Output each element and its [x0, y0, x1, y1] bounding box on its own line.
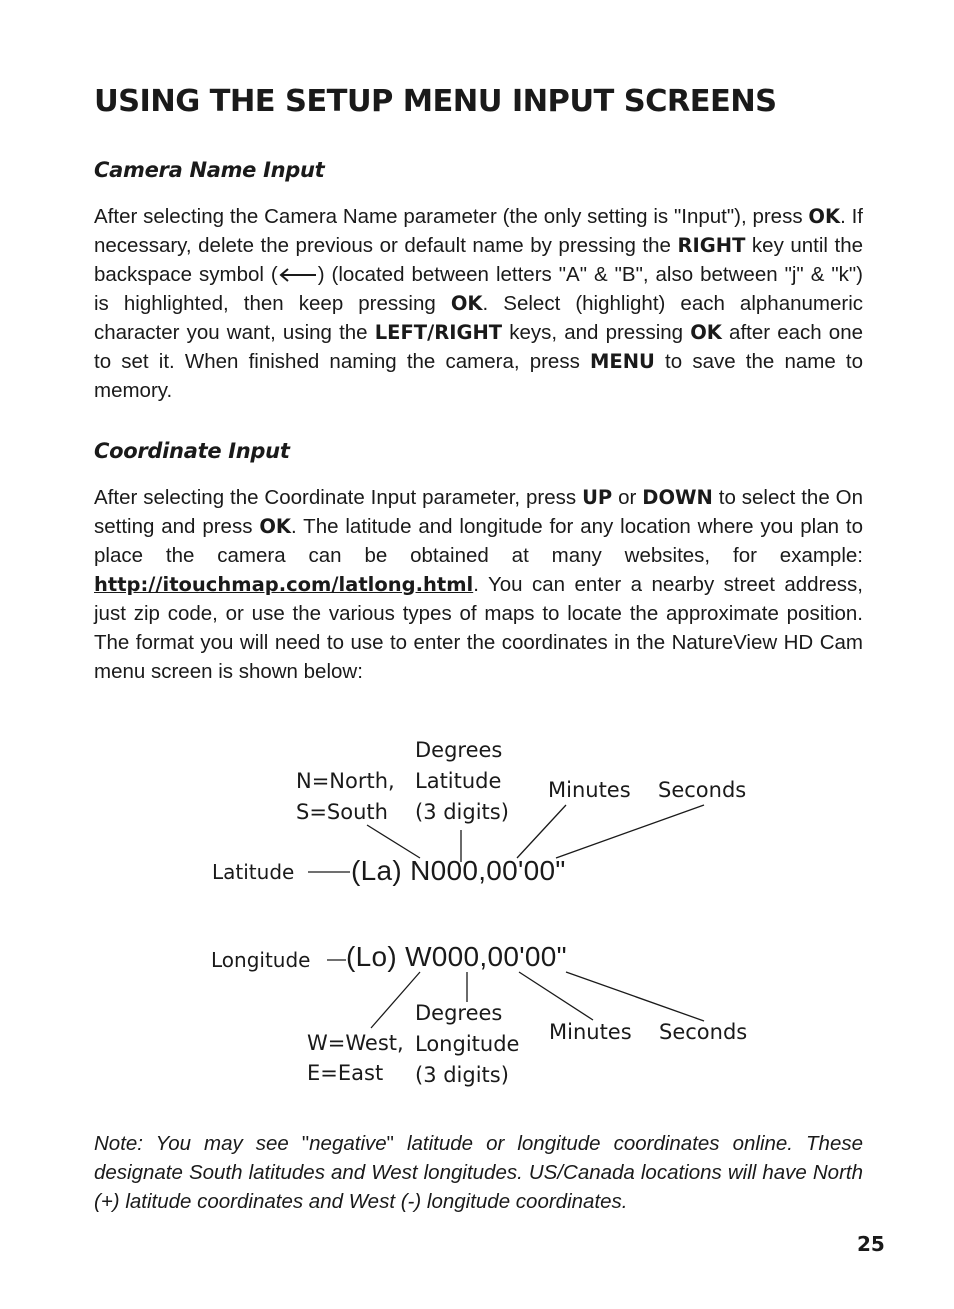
camera-name-paragraph: After selecting the Camera Name parameter (the only setting is "Input"), press OK. If necessary, delete the previous or default name by pressing the RIGHT key until the backspace symbol ( ) (located between letters "A" & "B", also between "j" & "k") is highlighted, then keep pressing OK. Select (highlight) each alphanumeric character you want, using the LEFT/RIGHT keys, and pressing OK after each one to set it. When finished naming the camera, press MENU to save the name to memory. [94, 205, 864, 402]
lon-hemisphere-label-1: W=West, [307, 1031, 404, 1055]
ok-key-label: OK [808, 205, 841, 228]
left-right-key-label: LEFT/RIGHT [374, 321, 503, 344]
lon-degrees-label-3: (3 digits) [415, 1063, 509, 1087]
coordinates-note: Note: You may see "negative" latitude or longitude coordinates online. These designate South latitudes and West longitudes. US/Canada locations will have North (+) latitude coordinates and West (-) longitude coordinates. [94, 1132, 863, 1213]
lat-degrees-label-1: Degrees [415, 738, 503, 762]
coordinate-paragraph: After selecting the Coordinate Input parameter, press UP or DOWN to select the On setting and press OK. The latitude and longitude for any location where you plan to place the camera can be obtained at many websites, for example: http://itouchmap.com/latlong.html. You can enter a nearby street address, just zip code, or use the various types of maps to locate the approximate position. The format you will need to use to enter the coordinates in the NatureView HD Cam menu screen is shown below: [94, 486, 863, 683]
longitude-row-label: Longitude [211, 948, 311, 972]
page-title: USING THE SETUP MENU INPUT SCREENS [94, 84, 777, 119]
lon-degrees-label-2: Longitude [415, 1032, 520, 1056]
lat-seconds-label: Seconds [658, 778, 747, 802]
lat-degrees-label-3: (3 digits) [415, 800, 509, 824]
menu-key-label: MENU [590, 350, 655, 373]
lat-minutes-label: Minutes [548, 778, 631, 802]
right-key-label: RIGHT [677, 234, 746, 257]
ok-key-label: OK [450, 292, 483, 315]
latitude-row-label: Latitude [212, 860, 295, 884]
page-number: 25 [857, 1232, 885, 1256]
coordinate-heading: Coordinate Input [94, 439, 290, 463]
lat-hemisphere-label-1: N=North, [296, 769, 395, 793]
lat-degrees-label-2: Latitude [415, 769, 502, 793]
ok-key-label: OK [259, 515, 291, 538]
ok-key-label: OK [690, 321, 722, 344]
lon-seconds-label: Seconds [659, 1020, 748, 1044]
lat-hemisphere-label-2: S=South [296, 800, 388, 824]
longitude-format-value: (Lo) W000,00'00" [346, 941, 567, 972]
down-key-label: DOWN [642, 486, 713, 509]
itouchmap-link[interactable]: http://itouchmap.com/latlong.html [94, 573, 474, 596]
lon-minutes-label: Minutes [549, 1020, 632, 1044]
lon-degrees-label-1: Degrees [415, 1001, 503, 1025]
lon-hemisphere-label-2: E=East [307, 1061, 384, 1085]
up-key-label: UP [582, 486, 613, 509]
camera-name-heading: Camera Name Input [94, 158, 325, 182]
latitude-format-value: (La) N000,00'00" [351, 855, 566, 886]
